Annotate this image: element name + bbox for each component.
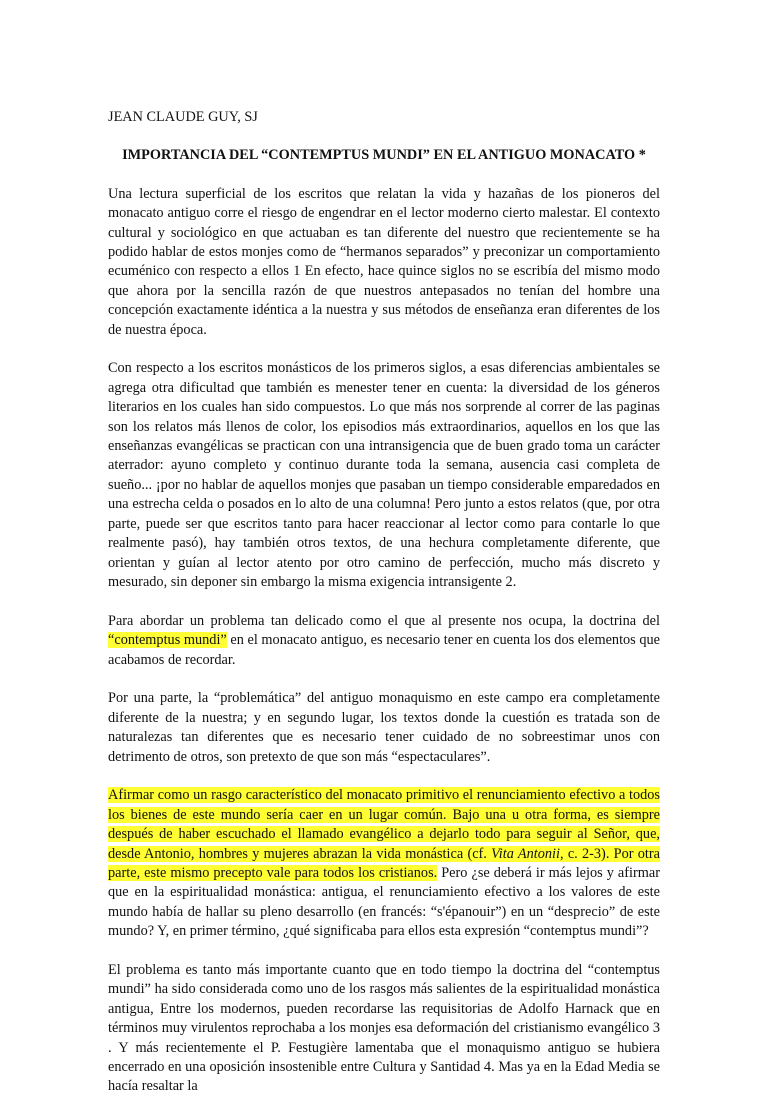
paragraph-3-segment-1: Para abordar un problema tan delicado como el que al presente nos ocupa, la doctrina del: [108, 612, 660, 629]
document-page: [108, 108, 660, 1116]
paragraph-3: [108, 612, 660, 670]
paragraph-1: [108, 185, 660, 340]
paragraph-5-segment-2: Vita Antonii: [491, 845, 560, 862]
paragraph-4-segment-1: Por una parte, la “problemática” del antiguo monaquismo en este campo era completamente diferente de la nuestra; y en segundo lugar, los textos donde la cuestión es tratada son de naturalezas tan diferentes que es necesario tener cuidado de no sobreestimar unos con detrimento de otros, son pretexto de que son más “espectaculares”.: [108, 690, 660, 765]
paragraph-5: [108, 786, 660, 941]
paragraph-2-segment-1: Con respecto a los escritos monásticos de los primeros siglos, a esas diferencias ambientales se agrega otra dificultad que también es menester tener en cuenta: la diversidad de los géneros literarios en los cuales han sido compuestos. Lo que más nos sorprende al correr de las paginas son los relatos más llenos de color, los episodios más extraordinarios, aquellos en los que las enseñanzas evangélicas se practican con una intransigencia que de buen grado toma un carácter aterrador: ayuno completo y continuo durante toda la semana, ausencia casi completa de sueño... ¡por no hablar de aquellos monjes que pasaban un tiempo considerable emparedados en una estrecha celda o posados en lo alto de una columna! Pero junto a estos relatos (que, por otra parte, puede ser que escritos tanto para hacer reaccionar al lector como para contarle lo que realmente pasó), hay también otros textos, de una hechura completamente diferente, que orientan y guían al lector atento por otro camino de perfección, mucho más discreto y mesurado, sin deponer sin embargo la misma exigencia intransigente 2.: [108, 360, 660, 590]
paragraph-2: [108, 359, 660, 592]
paragraph-3-segment-2: “contemptus mundi”: [108, 632, 227, 649]
paragraph-5-segment-3: , c. 2-3). Por otra parte, este mismo precepto vale para todos los cristianos.: [108, 845, 660, 881]
paragraph-6-segment-1: El problema es tanto más importante cuanto que en todo tiempo la doctrina del “contemptus mundi” ha sido considerada como uno de los rasgos más salientes de la espiritualidad monástica antigua, Entre los modernos, pueden recordarse las requisitorias de Adolfo Harnack que en términos muy virulentos reprochaba a los monjes esa deformación del cristianismo evangélico 3 . Y más recientemente el P. Festugière lamentaba que el monaquismo antiguo se hubiera encerrado en una oposición insostenible entre Cultura y Santidad 4. Mas ya en la Edad Media se hacía resaltar la: [108, 961, 660, 1095]
author-line: JEAN CLAUDE GUY, SJ: [108, 109, 258, 125]
paragraph-1-segment-1: Una lectura superficial de los escritos que relatan la vida y hazañas de los pioneros del monacato antiguo corre el riesgo de engendrar en el lector moderno cierto malestar. El contexto cultural y sociológico en que actuaban es tan diferente del nuestro que recientemente se ha podido hablar de estos monjes como de “hermanos separados” y preconizar un comportamiento ecuménico con respecto a ellos 1 En efecto, hace quince siglos no se escribía del mismo modo que ahora por la sencilla razón de que nuestros antepasados no tenían del hombre una concepción exactamente idéntica a la nuestra y sus métodos de enseñanza eran diferentes de los de nuestra época.: [108, 185, 660, 338]
paragraph-5-segment-1: Afirmar como un rasgo característico del monacato primitivo el renunciamiento efectivo a todos los bienes de este mundo sería caer en un lugar común. Bajo una u otra forma, es siempre después de haber escuchado el llamado evangélico a dejarlo todo para seguir al Señor, que, desde Antonio, hombres y mujeres abrazan la vida monástica (cf.: [108, 787, 660, 862]
document-body: [108, 185, 660, 1097]
paragraph-4: [108, 689, 660, 767]
paragraph-3-segment-3: en el monacato antiguo, es necesario tener en cuenta los dos elementos que acabamos de recordar.: [108, 632, 661, 668]
paragraph-6: [108, 961, 660, 1097]
document-title: IMPORTANCIA DEL “CONTEMPTUS MUNDI” EN EL ANTIGUO MONACATO *: [122, 147, 646, 164]
paragraph-5-segment-4: Pero ¿se deberá ir más lejos y afirmar que en la espiritualidad monástica: antigua, el renunciamiento efectivo a los valores de este mundo había de hallar su pleno desarrollo (en francés: “s'épanouir”) en un “desprecio” de este mundo? Y, en primer término, ¿qué significaba para ellos esta expresión “contemptus mundi”?: [108, 864, 660, 940]
